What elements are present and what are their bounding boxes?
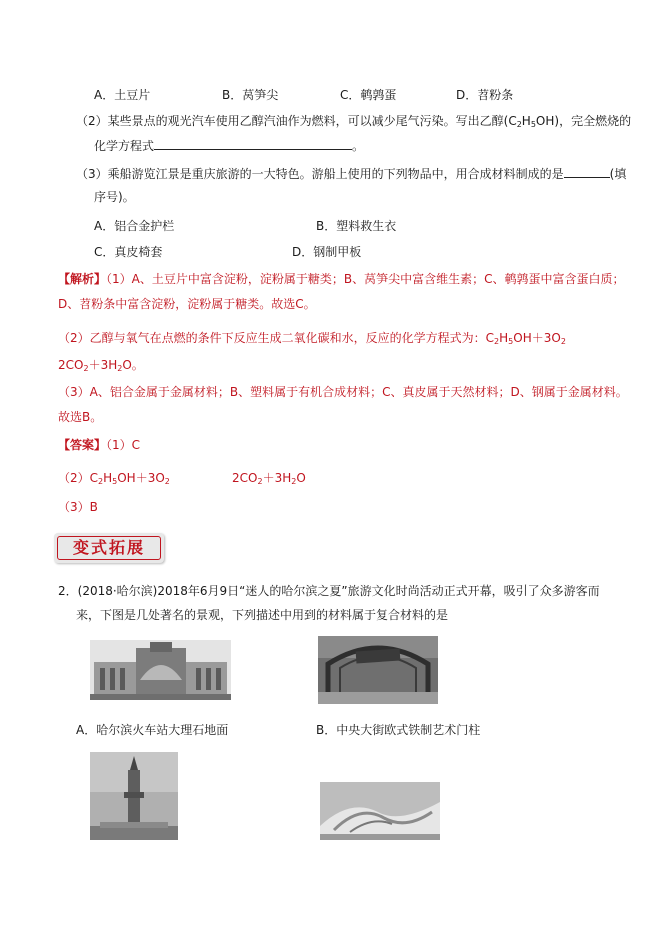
section-badge <box>54 533 164 563</box>
q4-line-1: 2．(2018·哈尔滨)2018年6月9日“迷人的哈尔滨之夏”旅游文化时尚活动正式开幕，吸引了众多游客而 <box>58 584 600 598</box>
analysis-tag: 【解析】 <box>58 272 107 286</box>
q2-line-1: （2）某些景点的观光汽车使用乙醇汽油作为燃料，可以减少尾气污染。写出乙醇$(C_2H_5OH)$，完全燃烧的 <box>76 114 632 129</box>
monument-illustration <box>90 752 178 840</box>
analysis-line-6: 故选B。 <box>58 410 103 424</box>
q3-line-2: 序号)。 <box>94 190 135 204</box>
q4-option-b: B．中央大街欧式铁制艺术门柱 <box>316 723 481 737</box>
q2-line-2: 化学方程式 。 <box>94 139 365 153</box>
answer-line-2: $(2)C_2H_5OH+3O_2$ <box>58 471 170 486</box>
q3-option-a: A．铝合金护栏 <box>94 219 175 233</box>
analysis-line-1: 【解析】（1）A、土豆片中富含淀粉，淀粉属于糖类；B、莴笋尖中富含维生素；C、鹌鹑蛋中富含蛋白质； <box>58 272 625 286</box>
analysis-line-5: （3）A、铝合金属于金属材料；B、塑料属于有机合成材料；C、真皮属于天然材料；D、钢属于金属材料。 <box>58 385 628 399</box>
q3-answer-blank[interactable] <box>564 165 610 178</box>
q1-option-c: C．鹌鹑蛋 <box>340 88 397 102</box>
gate-photo <box>318 636 438 704</box>
analysis-line-4: $2CO_2+3H_2O$。 <box>58 358 144 373</box>
theatre-photo <box>320 782 440 840</box>
gate-illustration <box>318 636 438 704</box>
station-photo <box>90 640 231 700</box>
q1-option-d: D．苕粉条 <box>456 88 514 102</box>
q4-option-a: A．哈尔滨火车站大理石地面 <box>76 723 229 737</box>
answer-line-1: 【答案】（1）C <box>58 438 141 452</box>
q3-option-b: B．塑料救生衣 <box>316 219 397 233</box>
q4-line-2: 来，下图是几处著名的景观，下列描述中用到的材料属于复合材料的是 <box>76 608 449 622</box>
answer-tag: 【答案】 <box>58 438 107 452</box>
answer-line-3: （3）B <box>58 500 98 514</box>
analysis-line-3: （2）乙醇与氧气在点燃的条件下反应生成二氧化碳和水，反应的化学方程式为：$C_2H_5OH+3O_2$ <box>58 331 566 346</box>
q1-option-a: A．土豆片 <box>94 88 151 102</box>
section-title: 变式拓展 <box>57 536 161 560</box>
monument-photo <box>90 752 178 840</box>
q3-option-d: D．钢制甲板 <box>292 245 362 259</box>
q2-answer-blank[interactable] <box>154 137 352 150</box>
analysis-line-2: D、苕粉条中富含淀粉，淀粉属于糖类。故选C。 <box>58 297 316 311</box>
answer-line-2-product: $2CO_2+3H_2O$ <box>232 471 306 486</box>
q1-option-b: B．莴笋尖 <box>222 88 279 102</box>
q3-option-c: C．真皮椅套 <box>94 245 163 259</box>
station-illustration <box>90 640 231 700</box>
q3-line-1: （3）乘船游览江景是重庆旅游的一大特色。游船上使用的下列物品中，用合成材料制成的是 (填 <box>76 167 627 181</box>
theatre-illustration <box>320 782 440 840</box>
